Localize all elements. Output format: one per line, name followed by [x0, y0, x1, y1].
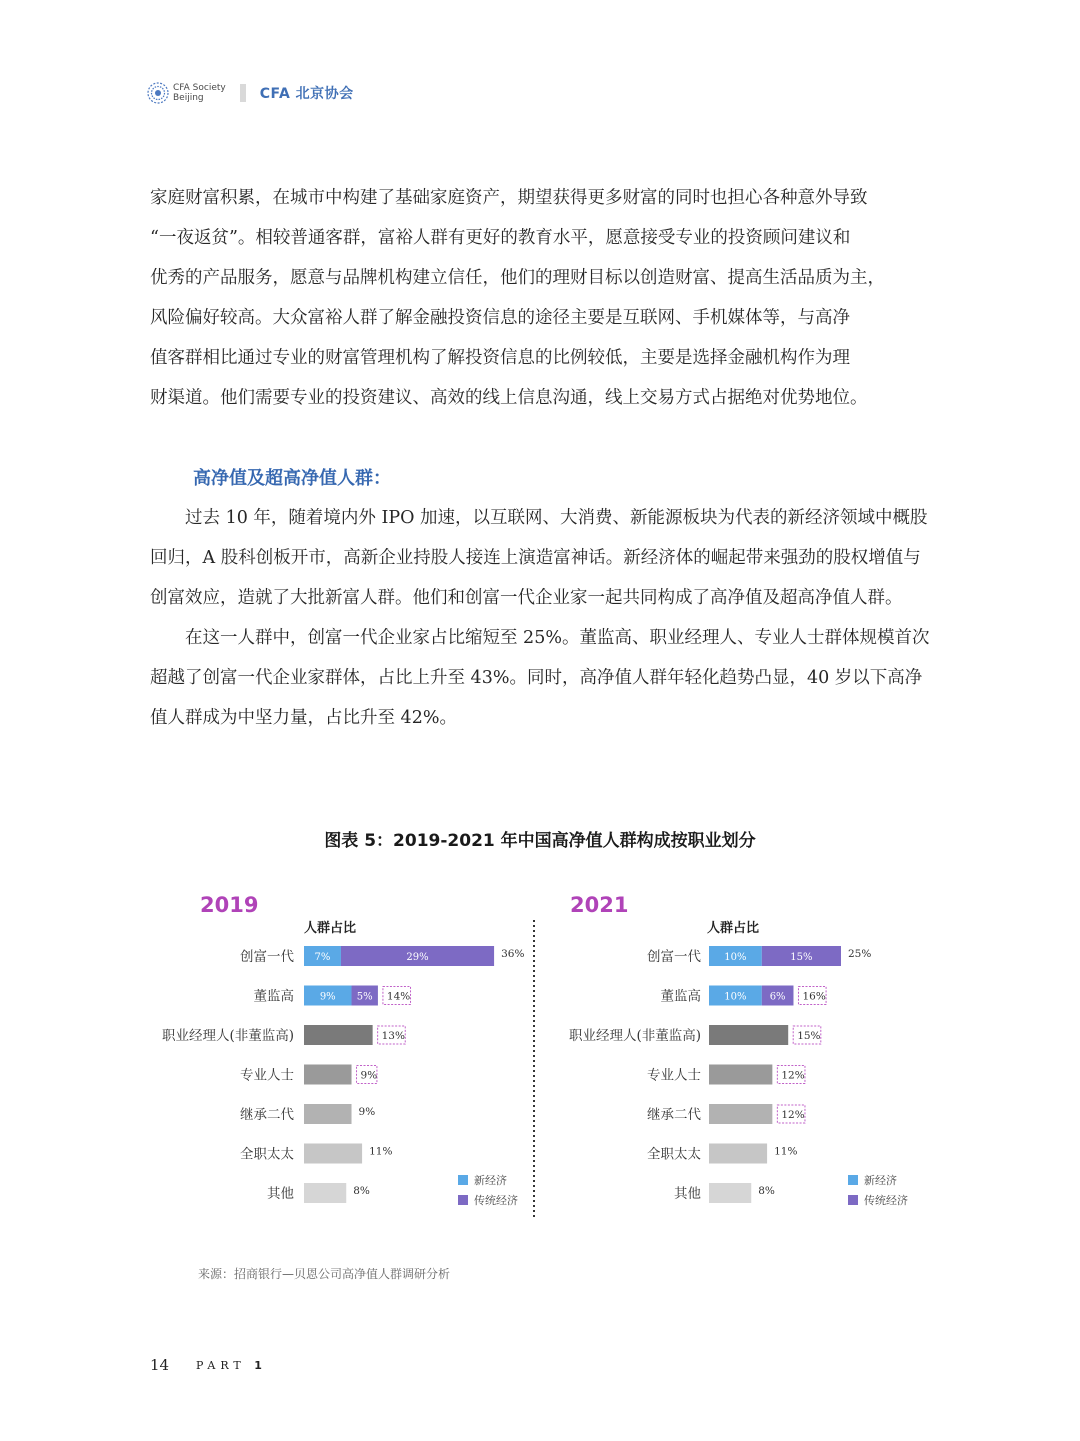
- logo-text: CFA Society Beijing: [173, 83, 226, 103]
- total-label: 12%: [781, 1069, 805, 1082]
- category-label: 专业人士: [647, 1067, 701, 1084]
- category-label: 董监高: [253, 988, 294, 1005]
- year-title: 2019: [200, 893, 259, 917]
- bar-total: [709, 1025, 788, 1045]
- total-label: 25%: [848, 948, 872, 960]
- body-paragraph-2: 过去 10 年，随着境内外 IPO 加速，以互联网、大消费、新能源板块为代表的新经济领域中概股回归，A 股科创板开市，高新企业持股人接连上演造富神话。新经济体的崛起带来强劲的股权增值与创富效应，造就了大批新富人群。他们和创富一代企业家一起共同构成了高净值及超高净值人群。: [150, 508, 928, 608]
- occupation-chart: [0, 870, 1080, 1240]
- segment-label: 10%: [724, 952, 747, 963]
- bar-total: [709, 1183, 751, 1203]
- line: “一夜返贫”。相较普通客群，富裕人群有更好的教育水平，愿意接受专业的投资顾问建议和: [150, 228, 851, 248]
- line: 财渠道。他们需要专业的投资建议、高效的线上信息沟通，线上交易方式占据绝对优势地位。: [150, 388, 868, 408]
- section-title: 高净值及超高净值人群：: [193, 468, 391, 489]
- page-header: [146, 78, 354, 108]
- total-label: 11%: [369, 1145, 393, 1158]
- category-label: 继承二代: [240, 1107, 294, 1123]
- body-paragraphs-2: [150, 498, 930, 738]
- bar-total: [709, 1144, 767, 1164]
- header-divider: [240, 84, 246, 102]
- bar-total: [304, 1025, 373, 1045]
- category-label: 创富一代: [240, 949, 294, 965]
- total-label: 9%: [358, 1106, 376, 1118]
- total-label: 8%: [353, 1185, 370, 1197]
- category-label: 继承二代: [647, 1107, 701, 1123]
- total-label: 36%: [501, 948, 525, 960]
- legend-label: 传统经济: [474, 1194, 518, 1207]
- legend-label: 新经济: [474, 1174, 507, 1187]
- cfa-logo-icon: [146, 81, 170, 105]
- category-label: 专业人士: [240, 1067, 294, 1084]
- bar-total: [709, 1065, 772, 1085]
- category-label: 全职太太: [240, 1146, 294, 1163]
- bar-total: [709, 1104, 772, 1124]
- total-label: 15%: [797, 1030, 821, 1042]
- total-label: 12%: [781, 1109, 805, 1121]
- category-label: 职业经理人(非董监高): [568, 1028, 701, 1044]
- line: 风险偏好较高。大众富裕人群了解金融投资信息的途径主要是互联网、手机媒体等，与高净: [150, 308, 850, 328]
- bar-total: [304, 1144, 362, 1164]
- category-label: 创富一代: [647, 949, 701, 965]
- legend-swatch-traditional-economy: [848, 1195, 858, 1205]
- segment-label: 15%: [790, 952, 813, 963]
- segment-label: 29%: [406, 952, 429, 963]
- legend-swatch-new-economy: [458, 1175, 468, 1185]
- category-label: 全职太太: [647, 1146, 701, 1163]
- total-label: 13%: [381, 1030, 405, 1042]
- category-label: 其他: [267, 1186, 294, 1202]
- bar-total: [304, 1065, 352, 1085]
- segment-label: 10%: [724, 991, 747, 1003]
- legend-label: 传统经济: [864, 1194, 908, 1207]
- total-label: 16%: [802, 990, 826, 1003]
- category-label: 其他: [674, 1186, 701, 1202]
- segment-label: 5%: [356, 991, 373, 1003]
- axis-subtitle: 人群占比: [304, 921, 357, 936]
- bar-total: [304, 1104, 352, 1124]
- source-note: 来源：招商银行—贝恩公司高净值人群调研分析: [198, 1267, 451, 1281]
- line: 值客群相比通过专业的财富管理机构了解投资信息的比例较低，主要是选择金融机构作为理: [150, 348, 850, 368]
- total-label: 14%: [386, 990, 411, 1003]
- segment-label: 9%: [319, 991, 336, 1003]
- legend-label: 新经济: [864, 1174, 897, 1187]
- body-paragraph-1: [150, 178, 930, 418]
- year-title: 2021: [570, 893, 629, 917]
- total-label: 8%: [758, 1185, 775, 1197]
- line: 家庭财富积累，在城市中构建了基础家庭资产，期望获得更多财富的同时也担心各种意外导致: [150, 188, 868, 208]
- page-number: 14: [150, 1356, 170, 1374]
- category-label: 职业经理人(非董监高): [161, 1028, 294, 1044]
- part-label: PART 1: [196, 1359, 267, 1372]
- legend-swatch-new-economy: [848, 1175, 858, 1185]
- segment-label: 6%: [769, 991, 786, 1003]
- line: 优秀的产品服务，愿意与品牌机构建立信任，他们的理财目标以创造财富、提高生活品质为主，: [150, 268, 885, 288]
- header-title: CFA 北京协会: [259, 86, 354, 102]
- total-label: 11%: [774, 1145, 798, 1158]
- chart-title: 图表 5：2019-2021 年中国高净值人群构成按职业划分: [324, 831, 756, 851]
- body-paragraph-3: 在这一人群中，创富一代企业家占比缩短至 25%。董监高、职业经理人、专业人士群体规模首次超越了创富一代企业家群体，占比上升至 43%。同时，高净值人群年轻化趋势凸显，40 岁以下高净值人群成为中坚力量，占比升至 42%。: [150, 628, 930, 728]
- legend-swatch-traditional-economy: [458, 1195, 468, 1205]
- total-label: 9%: [360, 1069, 378, 1082]
- category-label: 董监高: [660, 988, 701, 1005]
- segment-label: 7%: [314, 952, 331, 963]
- axis-subtitle: 人群占比: [707, 921, 760, 936]
- bar-total: [304, 1183, 346, 1203]
